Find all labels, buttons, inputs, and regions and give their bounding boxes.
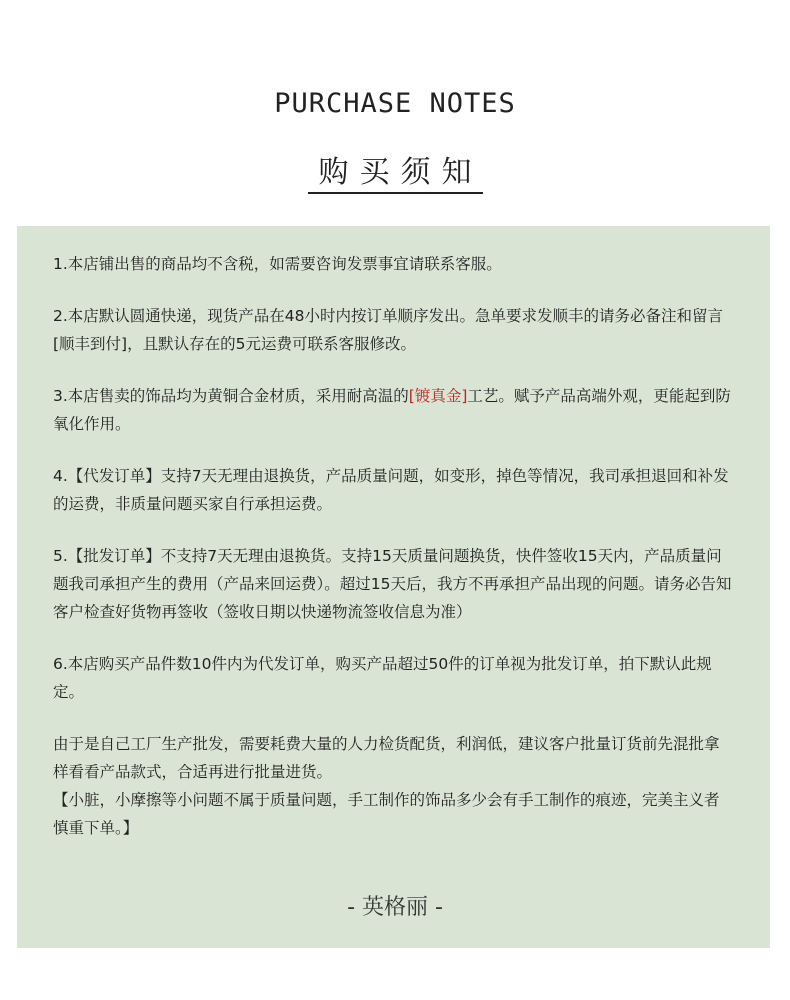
- footer-note-2: 【小脏，小摩擦等小问题不属于质量问题，手工制作的饰品多少会有手工制作的痕迹，完美主义者慎重下单。】: [53, 791, 720, 837]
- note-item-4: 4.【代发订单】支持7天无理由退换货，产品质量问题，如变形，掉色等情况，我司承担退回和补发的运费，非质量问题买家自行承担运费。: [53, 467, 729, 513]
- note-item-2: 2.本店默认圆通快递，现货产品在48小时内按订单顺序发出。急单要求发顺丰的请务必备注和留言[顺丰到付]，且默认存在的5元运费可联系客服修改。: [53, 307, 724, 353]
- page-title-cn: [0, 154, 790, 194]
- brand-signature: - 英格丽 -: [347, 895, 443, 920]
- note-item-3-before: 3.本店售卖的饰品均为黄铜合金材质，采用耐高温的: [53, 387, 409, 405]
- note-item-3: [53, 382, 733, 438]
- notes-list: [53, 250, 733, 842]
- note-item-3-after: 工艺。赋予产品高端外观，更能起到防氧化作用。: [53, 387, 731, 433]
- note-item-5: 5.【批发订单】不支持7天无理由退换货。支持15天质量问题换货，快件签收15天内，产品质量问题我司承担产生的费用（产品来回运费）。超过15天后，我方不再承担产品出现的问题。请务必告知客户检查好货物再签收（签收日期以快递物流签收信息为准）: [53, 547, 732, 621]
- note-item-6: 6.本店购买产品件数10件内为代发订单，购买产品超过50件的订单视为批发订单，拍下默认此规定。: [53, 655, 712, 701]
- footer-note-1: 由于是自己工厂生产批发，需要耗费大量的人力检货配货，利润低，建议客户批量订货前先混批拿样看看产品款式，合适再进行批量进货。: [53, 735, 720, 781]
- page-title-cn-text: 购买须知: [308, 154, 483, 194]
- page-title-en: PURCHASE NOTES: [274, 88, 516, 119]
- note-item-3-highlight: [镀真金]: [408, 387, 468, 405]
- note-item-1: 1.本店铺出售的商品均不含税，如需要咨询发票事宜请联系客服。: [53, 255, 502, 273]
